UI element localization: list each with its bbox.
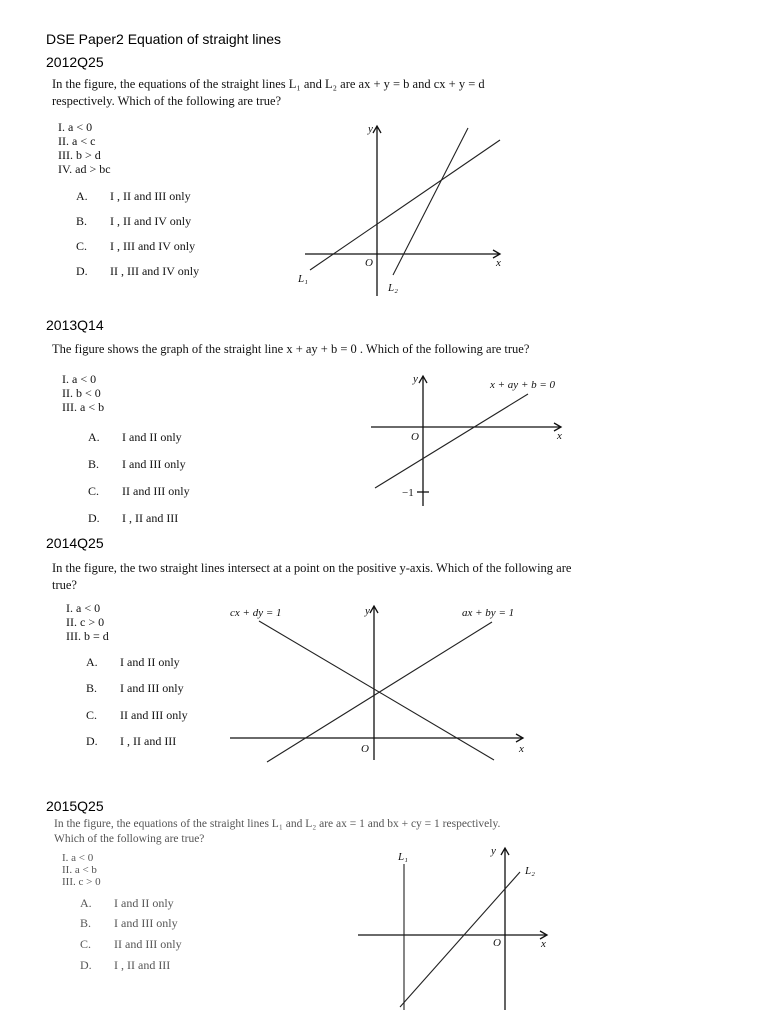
line-l2-label: L₂ [388,282,398,294]
choice-d-2015[interactable] [80,958,170,973]
choice-d-2013[interactable] [88,511,178,526]
choice-text: II , III and IV only [110,264,200,278]
statement: II. a < c [58,134,96,148]
statement-list-2013 [62,372,104,414]
choice-a-2012[interactable] [76,189,191,204]
question-id-2013: 2013Q14 [46,317,104,333]
choice-c-2012[interactable] [76,239,195,254]
choice-letter: A. [88,430,100,444]
statement: I. a < 0 [58,120,93,134]
choice-text: I , II and III [120,734,177,748]
question-stem-2014 [52,560,571,594]
question-stem-2013 [52,341,529,358]
origin-label: O [361,743,369,755]
question-stem-2012 [52,76,485,110]
stem-line: true? [52,578,77,592]
choice-letter: D. [88,511,100,525]
x-axis-label: x [541,938,546,950]
statement: II. c > 0 [66,615,105,629]
statement: I. a < 0 [66,601,101,615]
origin-label: O [365,257,373,269]
question-id-2012: 2012Q25 [46,54,104,70]
line-l1-label: L₁ [398,851,408,863]
statement: I. a < 0 [62,852,94,864]
choice-d-2014[interactable] [86,734,176,749]
y-axis-label: y [368,123,373,135]
choice-letter: B. [76,214,88,228]
graph-2015 [355,842,555,1012]
stem-line: The figure shows the graph of the straight line x + ay + b = 0 . Which of the following are true? [52,342,530,356]
statement: III. b > d [58,148,101,162]
choice-text: II and III only [122,484,190,498]
choice-letter: B. [88,457,100,471]
statement: I. a < 0 [62,372,97,386]
choice-letter: D. [76,264,88,278]
statement-list-2012 [58,120,111,176]
statement: III. b = d [66,629,109,643]
line-cx-dy-label: cx + dy = 1 [230,607,282,619]
choice-text: II and III only [120,708,188,722]
choice-letter: A. [86,655,98,669]
choice-text: I , II and III only [110,189,191,203]
origin-label: O [411,431,419,443]
line-cx-dy [259,621,494,760]
choice-b-2015[interactable] [80,916,178,931]
choice-text: I , III and IV only [110,239,196,253]
choice-letter: C. [76,239,88,253]
choice-c-2015[interactable] [80,937,182,952]
choice-text: I and III only [120,681,184,695]
stem-line: In the figure, the equations of the straight lines L₁ and L₂ are ax = 1 and bx + cy = 1 respectively. [54,818,501,830]
graph-2012 [290,118,520,298]
line-l2 [400,872,520,1007]
choice-d-2012[interactable] [76,264,199,279]
choice-text: I and III only [122,457,186,471]
statement: II. b < 0 [62,386,101,400]
x-axis-label: x [496,257,501,269]
line-l2-label: L₂ [525,865,535,877]
choice-letter: C. [86,708,98,722]
choice-letter: A. [80,896,92,910]
choice-b-2013[interactable] [88,457,186,472]
choice-text: I and II only [114,896,174,910]
stem-line: In the figure, the two straight lines intersect at a point on the positive y-axis. Which of the following are [52,561,572,575]
y-axis-label: y [491,845,496,857]
statement: II. a < b [62,864,97,876]
line-ax-by-label: ax + by = 1 [462,607,515,619]
choice-letter: D. [86,734,98,748]
y-axis-label: y [365,605,370,617]
choice-text: I and II only [120,655,180,669]
line-l2 [393,128,468,275]
origin-label: O [493,937,501,949]
y-axis-label: y [413,373,418,385]
choice-letter: C. [80,937,92,951]
choice-a-2015[interactable] [80,896,174,911]
choice-text: I , II and III [114,958,171,972]
choice-c-2014[interactable] [86,708,188,723]
graph-2014 [225,600,535,762]
graph-2013 [368,370,568,510]
statement-list-2015 [62,852,101,888]
choice-text: I and III only [114,916,178,930]
choice-text: I and II only [122,430,182,444]
y-intercept-label: −1 [402,487,414,499]
stem-line: Which of the following are true? [54,833,205,845]
x-axis-label: x [557,430,562,442]
choice-letter: B. [86,681,98,695]
choice-text: II and III only [114,937,182,951]
choice-letter: C. [88,484,100,498]
choice-letter: D. [80,958,92,972]
x-axis-label: x [519,743,524,755]
choice-a-2013[interactable] [88,430,182,445]
line-l1-label: L₁ [298,273,308,285]
choice-text: I , II and IV only [110,214,192,228]
line-ax-by [267,622,492,762]
question-id-2014: 2014Q25 [46,535,104,551]
stem-line: In the figure, the equations of the straight lines L₁ and L₂ are ax + y = b and cx + y = d [52,77,485,91]
choice-c-2013[interactable] [88,484,190,499]
choice-letter: A. [76,189,88,203]
document-title: DSE Paper2 Equation of straight lines [46,31,282,47]
choice-a-2014[interactable] [86,655,180,670]
statement: III. a < b [62,400,105,414]
statement: IV. ad > bc [58,162,111,176]
line-equation-label: x + ay + b = 0 [490,379,556,391]
statement: III. c > 0 [62,876,101,888]
stem-line: respectively. Which of the following are true? [52,94,282,108]
choice-letter: B. [80,916,92,930]
choice-b-2014[interactable] [86,681,184,696]
statement-list-2014 [66,601,109,643]
question-id-2015: 2015Q25 [46,798,104,814]
choice-text: I , II and III [122,511,179,525]
line-graph [375,394,528,488]
choice-b-2012[interactable] [76,214,191,229]
